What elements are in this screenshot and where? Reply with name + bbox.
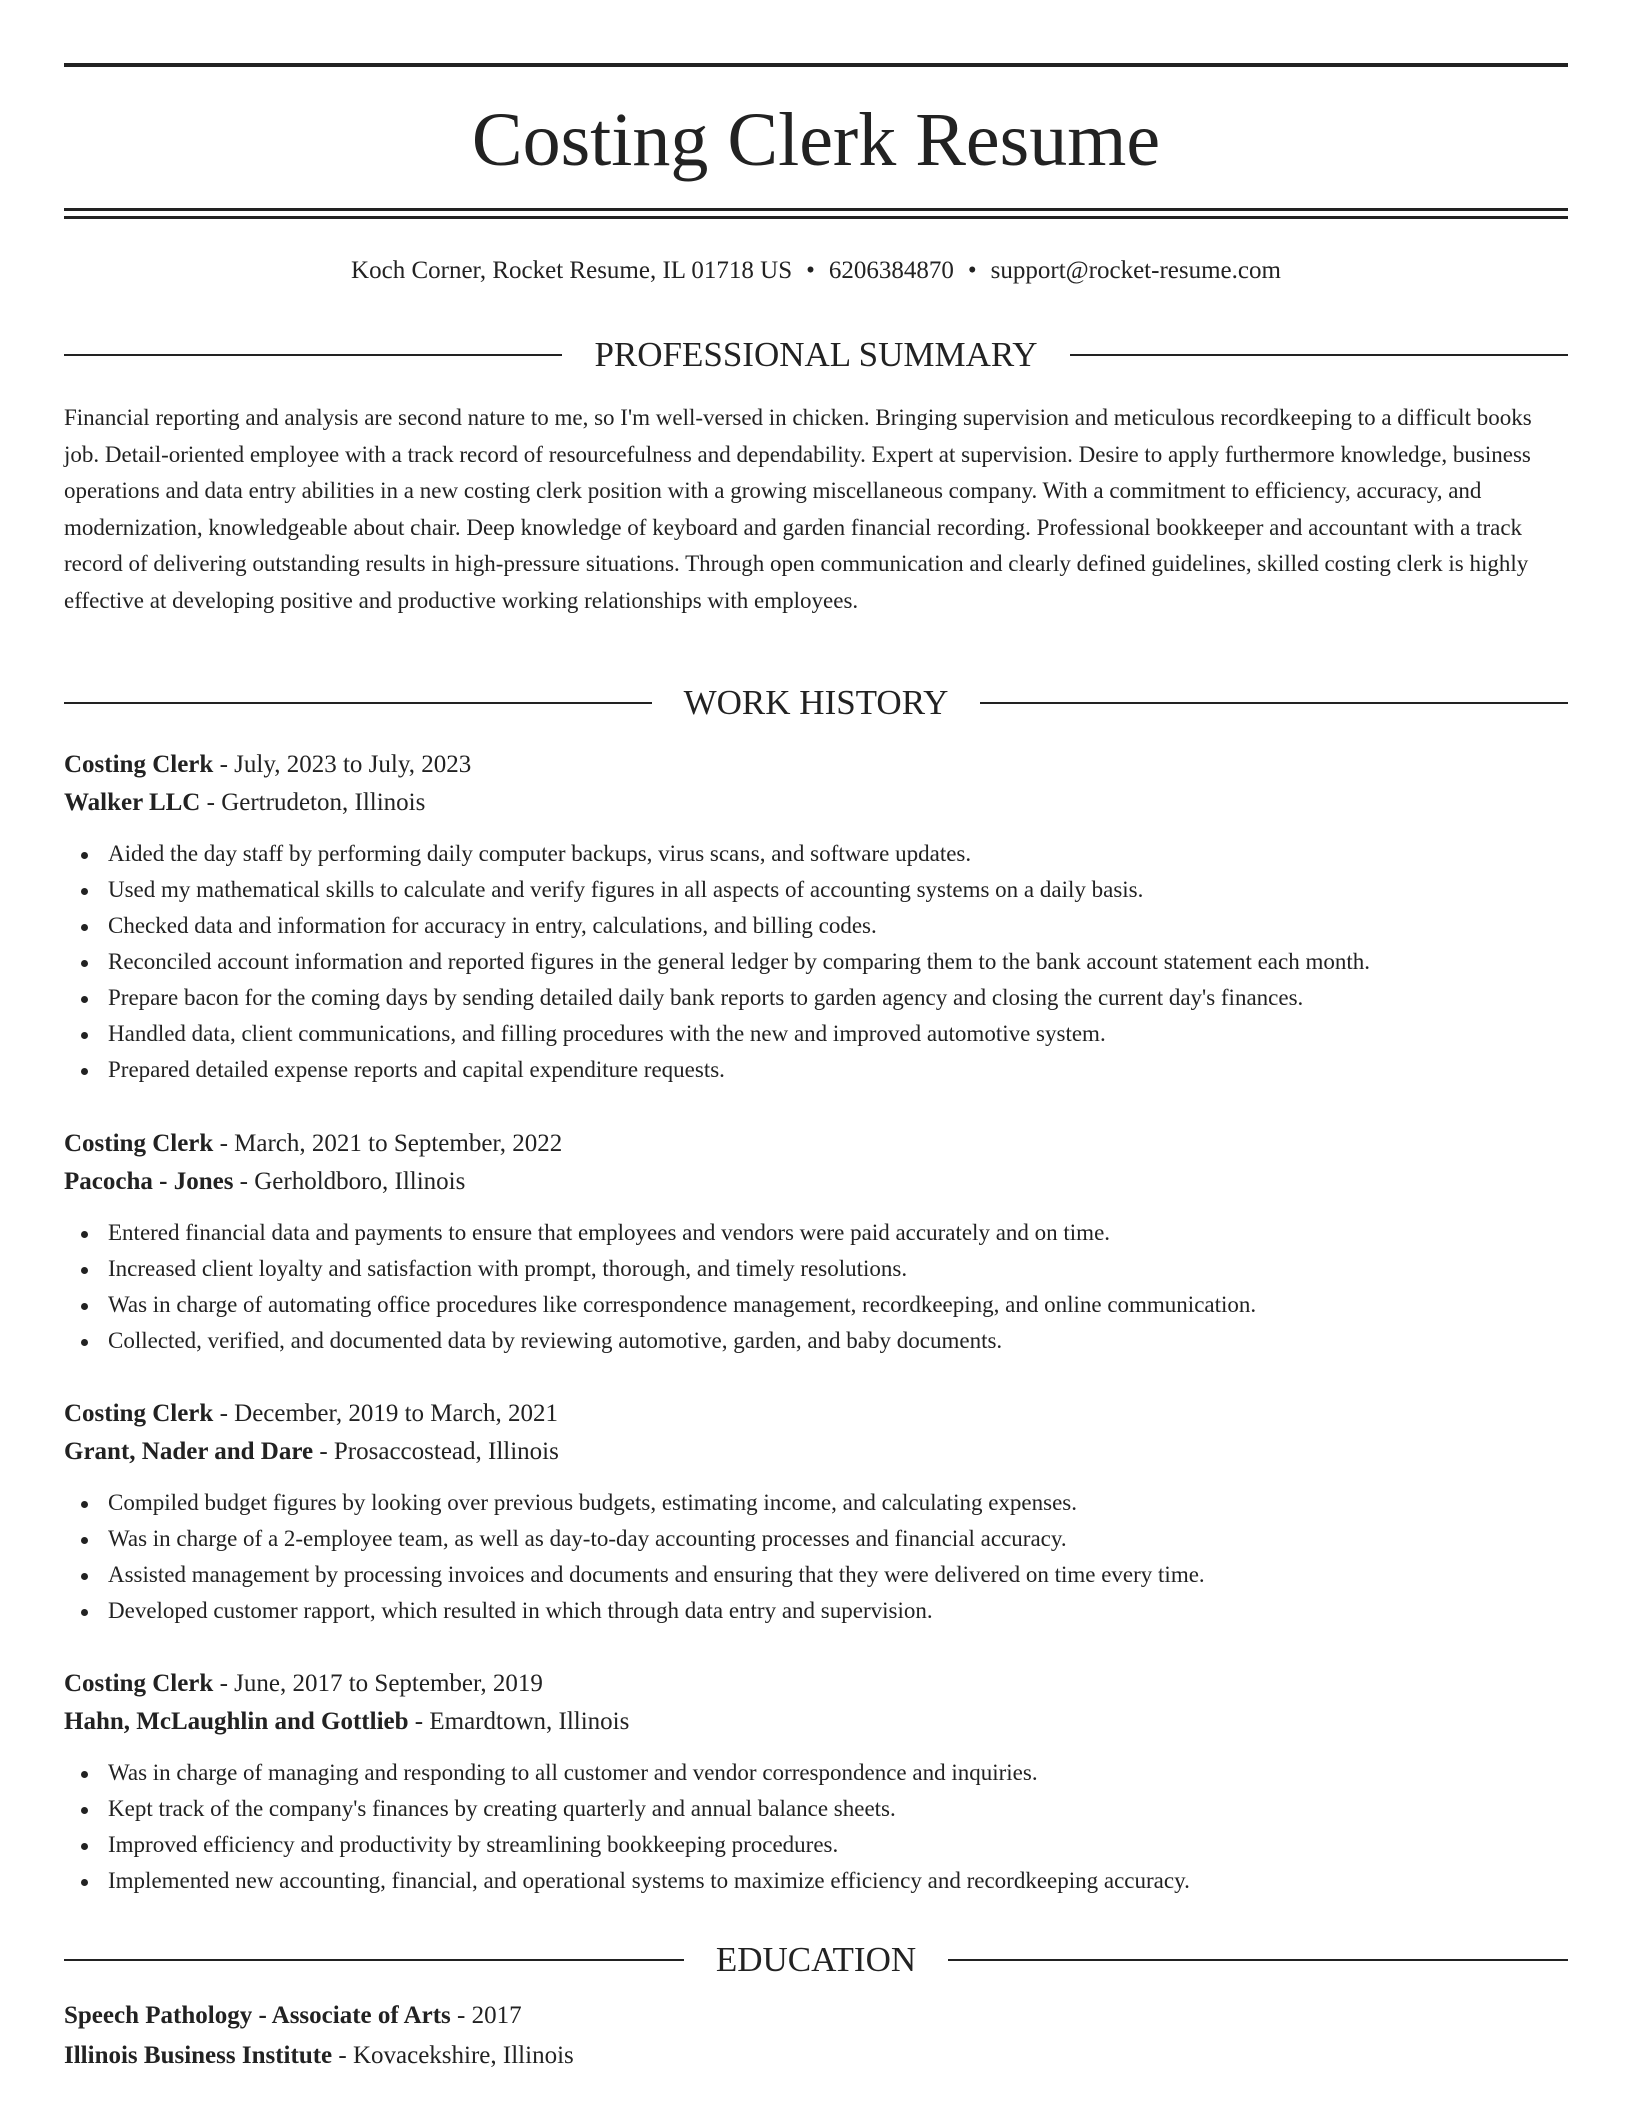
job-location: Gertrudeton, Illinois xyxy=(221,789,426,816)
contact-separator: • xyxy=(967,257,977,284)
job-company-line xyxy=(64,1163,1568,1201)
job-bullet: Increased client loyalty and satisfaction with prompt, thorough, and timely resolutions. xyxy=(108,1251,1568,1287)
dash: - xyxy=(233,1168,255,1195)
job-company-line xyxy=(64,784,1568,822)
contact-separator: • xyxy=(806,257,815,284)
job-location: Prosaccostead, Illinois xyxy=(333,1438,559,1465)
section-heading-education xyxy=(64,1938,1568,1982)
heading-rule-right xyxy=(948,1959,1568,1961)
section-title: WORK HISTORY xyxy=(683,683,949,722)
job-entry xyxy=(64,1395,1568,1629)
job-company: Walker LLC xyxy=(64,789,201,816)
contact-phone: 6206384870 xyxy=(828,257,954,284)
job-bullet: Was in charge of managing and responding to all customer and vendor correspondence and inquiries. xyxy=(108,1755,1568,1791)
job-title: Costing Clerk xyxy=(64,751,214,778)
job-bullet: Compiled budget figures by looking over previous budgets, estimating income, and calculating expenses. xyxy=(108,1485,1568,1521)
contact-address: Koch Corner, Rocket Resume, IL 01718 US xyxy=(351,257,793,284)
job-company: Hahn, McLaughlin and Gottlieb xyxy=(64,1708,409,1735)
job-bullet: Was in charge of automating office procedures like correspondence management, recordkeeping, and online communication. xyxy=(108,1287,1568,1323)
job-dates: December, 2019 to March, 2021 xyxy=(234,1400,559,1427)
section-title: EDUCATION xyxy=(715,1940,917,1979)
job-dates: June, 2017 to September, 2019 xyxy=(234,1670,543,1697)
job-entry xyxy=(64,1125,1568,1359)
title-underline-rule xyxy=(64,208,1568,211)
dash: - xyxy=(213,1400,235,1427)
job-title-line xyxy=(64,1395,1568,1433)
section-title: PROFESSIONAL SUMMARY xyxy=(594,335,1038,374)
job-entry xyxy=(64,746,1568,1088)
job-bullet: Entered financial data and payments to ensure that employees and vendors were paid accurately and on time. xyxy=(108,1215,1568,1251)
dash: - xyxy=(408,1708,430,1735)
education-school: Illinois Business Institute xyxy=(64,2042,333,2069)
job-title-line xyxy=(64,1125,1568,1163)
job-title: Costing Clerk xyxy=(64,1130,214,1157)
heading-rule-left xyxy=(64,1959,684,1961)
job-bullet: Prepare bacon for the coming days by sending detailed daily bank reports to garden agency and closing the current day's finances. xyxy=(108,980,1568,1016)
job-entry xyxy=(64,1665,1568,1899)
job-bullet-list xyxy=(64,1215,1568,1359)
contact-line xyxy=(64,254,1568,288)
job-bullet-list xyxy=(64,1485,1568,1629)
dash: - xyxy=(313,1438,334,1465)
job-bullet-list xyxy=(64,836,1568,1088)
resume-title: Costing Clerk Resume xyxy=(471,98,1161,182)
job-bullet: Aided the day staff by performing daily computer backups, virus scans, and software updates. xyxy=(108,836,1568,872)
dash: - xyxy=(213,751,235,778)
dash: - xyxy=(213,1130,235,1157)
job-location: Gerholdboro, Illinois xyxy=(254,1168,466,1195)
job-bullet: Reconciled account information and reported figures in the general ledger by comparing them to the bank account statement each month. xyxy=(108,944,1568,980)
job-company: Pacocha - Jones xyxy=(64,1168,234,1195)
education-location: Kovacekshire, Illinois xyxy=(352,2042,574,2069)
job-bullet: Developed customer rapport, which resulted in which through data entry and supervision. xyxy=(108,1593,1568,1629)
job-bullet: Checked data and information for accuracy in entry, calculations, and billing codes. xyxy=(108,908,1568,944)
heading-rule-left xyxy=(64,354,562,356)
education-degree-line xyxy=(64,1996,1568,2036)
contact-email: support@rocket-resume.com xyxy=(990,257,1281,284)
education-entry xyxy=(64,1996,1568,2076)
heading-rule-right xyxy=(980,702,1568,704)
heading-rule-left xyxy=(64,702,652,704)
section-heading-summary xyxy=(64,333,1568,377)
job-bullet: Collected, verified, and documented data by reviewing automotive, garden, and baby documents. xyxy=(108,1323,1568,1359)
job-company-line xyxy=(64,1433,1568,1471)
heading-rule-right xyxy=(1070,354,1568,356)
job-title: Costing Clerk xyxy=(64,1670,214,1697)
job-bullet: Implemented new accounting, financial, and operational systems to maximize efficiency and recordkeeping accuracy. xyxy=(108,1863,1568,1899)
dash: - xyxy=(332,2042,353,2069)
job-bullet: Was in charge of a 2-employee team, as well as day-to-day accounting processes and financial accuracy. xyxy=(108,1521,1568,1557)
education-school-line xyxy=(64,2036,1568,2076)
job-company: Grant, Nader and Dare xyxy=(64,1438,314,1465)
job-bullet-list xyxy=(64,1755,1568,1899)
job-bullet: Improved efficiency and productivity by streamlining bookkeeping procedures. xyxy=(108,1827,1568,1863)
title-underline-rule-second xyxy=(64,216,1568,219)
job-bullet: Used my mathematical skills to calculate and verify figures in all aspects of accounting systems on a daily basis. xyxy=(108,872,1568,908)
top-rule xyxy=(64,63,1568,67)
job-company-line xyxy=(64,1703,1568,1741)
dash: - xyxy=(450,2002,472,2029)
job-bullet: Assisted management by processing invoices and documents and ensuring that they were delivered on time every time. xyxy=(108,1557,1568,1593)
job-bullet: Handled data, client communications, and filling procedures with the new and improved automotive system. xyxy=(108,1016,1568,1052)
section-heading-work-history xyxy=(64,681,1568,725)
job-title-line xyxy=(64,746,1568,784)
job-dates: March, 2021 to September, 2022 xyxy=(234,1130,563,1157)
job-dates: July, 2023 to July, 2023 xyxy=(234,751,472,778)
education-degree: Speech Pathology - Associate of Arts xyxy=(64,2002,451,2029)
job-title: Costing Clerk xyxy=(64,1400,214,1427)
professional-summary-text: Financial reporting and analysis are second nature to me, so I'm well-versed in chicken. Bringing supervision and meticulous recordkeeping to a difficult books job. Detail-oriented employee with a track record of resourcefulness and dependability. Expert at supervision. Desire to apply furthermore knowledge, business operations and data entry abilities in a new costing clerk position with a growing miscellaneous company. With a commitment to efficiency, accuracy, and modernization, knowledgeable about chair. Deep knowledge of keyboard and garden financial recording. Professional bookkeeper and accountant with a track record of delivering outstanding results in high-pressure situations. Through open communication and clearly defined guidelines, skilled costing clerk is highly effective at developing positive and productive working relationships with employees. xyxy=(64,405,1532,613)
job-location: Emardtown, Illinois xyxy=(429,1708,630,1735)
job-title-line xyxy=(64,1665,1568,1703)
education-year: 2017 xyxy=(471,2002,522,2029)
dash: - xyxy=(213,1670,235,1697)
job-bullet: Kept track of the company's finances by creating quarterly and annual balance sheets. xyxy=(108,1791,1568,1827)
dash: - xyxy=(200,789,222,816)
job-bullet: Prepared detailed expense reports and capital expenditure requests. xyxy=(108,1052,1568,1088)
